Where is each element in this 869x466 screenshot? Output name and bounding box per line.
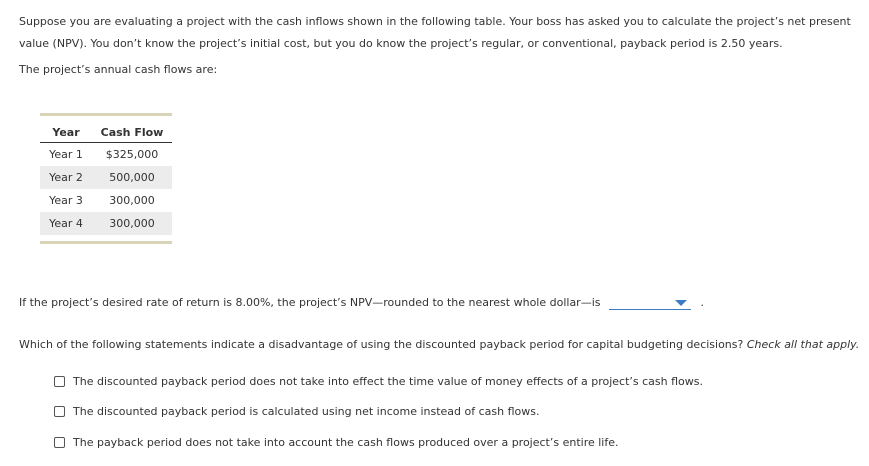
header-cash-flow: Cash Flow: [100, 126, 164, 139]
header-year: Year: [52, 126, 80, 139]
year-cell: Year 3: [49, 194, 83, 207]
table-row: [40, 143, 172, 166]
checkbox[interactable]: [54, 406, 65, 417]
table-intro: The project’s annual cash flows are:: [19, 63, 218, 76]
cash-flow-table: [40, 113, 172, 244]
problem-intro: Suppose you are evaluating a project with the cash inflows shown in the following table. Your boss has asked you to calculate the project’s net present value (NPV). You don’t know the project’s initial cost, but you do know the project’s regular, or conventional, payback period is 2.50 years.: [19, 15, 851, 50]
caret-down-icon: [675, 300, 687, 306]
year-cell: Year 4: [49, 217, 83, 230]
npv-question: [19, 296, 704, 310]
table-row: [40, 189, 172, 212]
npv-answer-dropdown[interactable]: [609, 297, 691, 310]
checkbox[interactable]: [54, 376, 65, 387]
cash-flow-cell: 300,000: [109, 194, 155, 207]
option-2[interactable]: [54, 405, 540, 418]
checkbox-question-text: Which of the following statements indicate a disadvantage of using the discounted payback period for capital budgeting decisions?: [19, 338, 744, 351]
table-row: [40, 166, 172, 189]
option-1[interactable]: [54, 375, 703, 388]
option-label[interactable]: The discounted payback period does not take into effect the time value of money effects of a project’s cash flows.: [73, 375, 704, 388]
table-bottom-rule: [40, 241, 172, 244]
year-cell: Year 2: [49, 171, 83, 184]
cash-flow-cell: 500,000: [109, 171, 155, 184]
npv-trailing-period: .: [700, 296, 704, 309]
option-3[interactable]: [54, 436, 619, 449]
npv-question-text: If the project’s desired rate of return is 8.00%, the project’s NPV—rounded to the nearest whole dollar—is: [19, 296, 601, 309]
year-cell: Year 1: [49, 148, 83, 161]
cash-flow-cell: 300,000: [109, 217, 155, 230]
checkbox-instruction: Check all that apply.: [746, 338, 860, 351]
table-row: [40, 212, 172, 235]
checkbox[interactable]: [54, 437, 65, 448]
cash-flow-cell: $325,000: [105, 148, 159, 161]
option-label[interactable]: The payback period does not take into account the cash flows produced over a project’s entire life.: [73, 436, 619, 449]
option-label[interactable]: The discounted payback period is calculated using net income instead of cash flows.: [73, 405, 540, 418]
checkbox-question: [19, 338, 859, 351]
table-header-row: [40, 116, 172, 143]
